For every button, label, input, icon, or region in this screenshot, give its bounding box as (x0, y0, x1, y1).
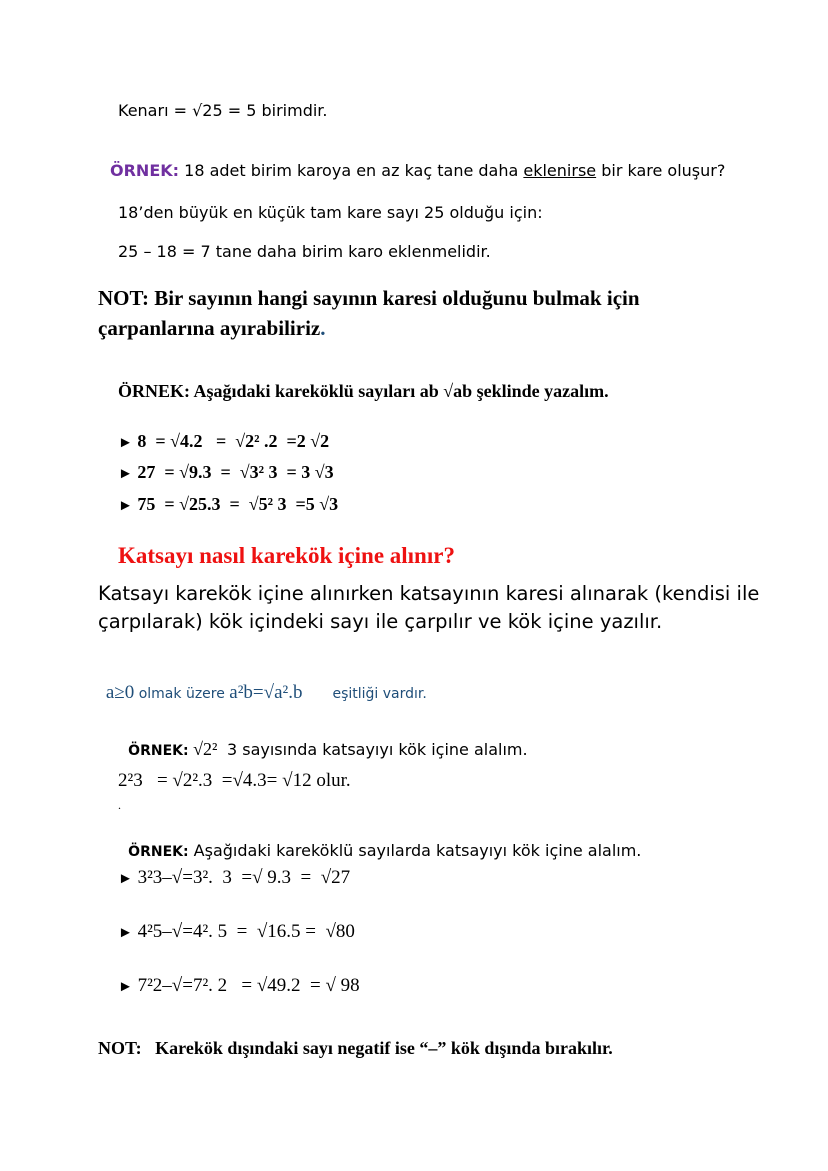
section-heading: Katsayı nasıl karekök içine alınır? (118, 543, 455, 568)
example4-row-text: 7²2–√=7². 2 = √49.2 = √ 98 (137, 975, 360, 996)
example2-row (118, 462, 334, 483)
example3-solution: 2²3 = √2².3 =√4.3= √12 olur. (118, 770, 351, 791)
example2-row (118, 431, 329, 452)
section-para2: çarpılarak) kök içindeki sayı ile çarpılır ve kök içine yazılır. (98, 610, 663, 633)
section-para1: Katsayı karekök içine alınırken katsayının karesi alınarak (kendisi ile (98, 582, 760, 605)
bullet-arrow-icon: ► (118, 498, 133, 514)
note1-line1: NOT: Bir sayının hangi sayının karesi olduğunu bulmak için (98, 286, 640, 310)
example1-line2: 25 – 18 = 7 tane daha birim karo eklenmelidir. (118, 242, 491, 261)
example4-row (118, 867, 350, 889)
example4-row (118, 975, 360, 997)
bullet-arrow-icon: ► (118, 435, 133, 451)
bullet-arrow-icon: ► (118, 925, 133, 941)
example-label: ÖRNEK: (110, 161, 180, 180)
rule-line (97, 664, 427, 704)
example1-line1: 18’den büyük en küçük tam kare sayı 25 olduğu için: (118, 203, 543, 222)
bullet-arrow-icon: ► (118, 979, 133, 995)
example1-q-underlined: eklenirse (523, 161, 597, 180)
note1-line2-text: çarpanlarına ayırabiliriz (98, 316, 321, 340)
example4-row-text: 3²3–√=3². 3 =√ 9.3 = √27 (137, 867, 351, 888)
example2-row-text: 75 = √25.3 = √5² 3 =5 √3 (137, 494, 339, 514)
example2-title: ÖRNEK: Aşağıdaki kareköklü sayıları ab √ab şeklinde yazalım. (118, 381, 609, 401)
rule-part4: eşitliği vardır. (332, 686, 427, 702)
example-label: ÖRNEK: (128, 743, 189, 759)
bullet-arrow-icon: ► (118, 466, 133, 482)
example3-math: √2² (188, 739, 222, 759)
rule-part3: a²b=√a².b (229, 682, 303, 703)
example2-row (118, 494, 338, 515)
rule-part2: olmak üzere (134, 686, 230, 702)
note2-line: NOT: Karekök dışındaki sayı negatif ise “–” kök dışında bırakılır. (98, 1038, 613, 1058)
example1-q-after: bir kare oluşur? (596, 161, 726, 180)
note1-line2 (98, 316, 325, 341)
example2-row-text: 27 = √9.3 = √3² 3 = 3 √3 (137, 462, 334, 482)
note1-period: . (320, 316, 326, 340)
example3-text: 3 sayısında katsayıyı kök içine alalım. (221, 740, 528, 759)
example1-question (110, 161, 725, 180)
example-label: ÖRNEK: (128, 844, 189, 860)
example2-row-text: 8 = √4.2 = √2² .2 =2 √2 (137, 431, 330, 451)
example4-row-text: 4²5–√=4². 5 = √16.5 = √80 (137, 921, 355, 942)
example4-row (118, 921, 355, 943)
bullet-arrow-icon: ► (118, 871, 133, 887)
example1-q-before: 18 adet birim karoya en az kaç tane daha (179, 161, 524, 180)
example3-question (118, 720, 528, 760)
example4-text: Aşağıdaki kareköklü sayılarda katsayıyı kök içine alalım. (188, 841, 642, 860)
intro-line: Kenarı = √25 = 5 birimdir. (118, 101, 328, 120)
stray-dot: . (118, 798, 121, 812)
rule-part1: a≥0 (105, 682, 135, 703)
example4-question (118, 822, 641, 860)
